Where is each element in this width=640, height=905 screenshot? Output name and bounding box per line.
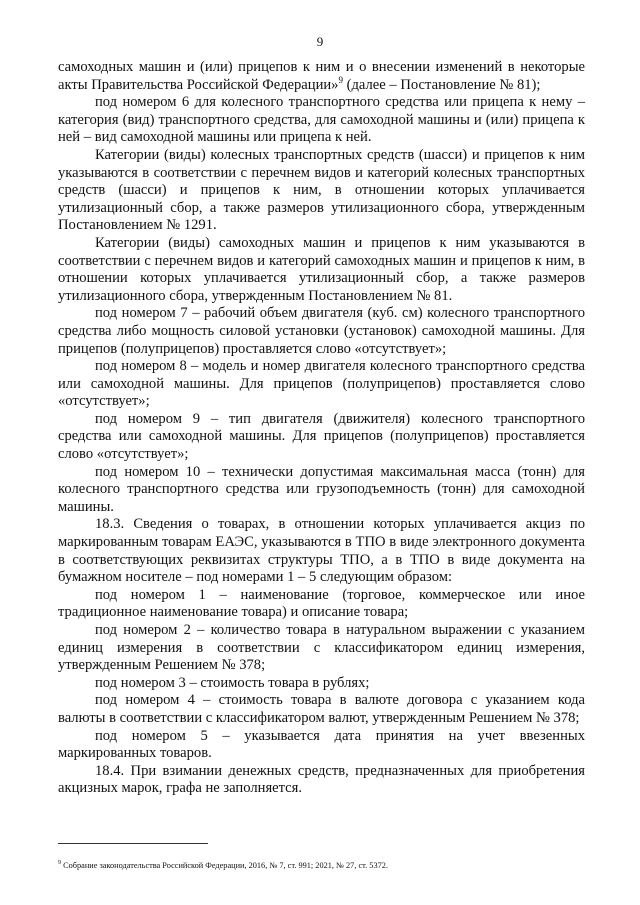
paragraph-item-6: под номером 6 для колесного транспортного средства или прицепа к нему – категория (вид) транспортного средства, для самоходной машины и (или) прицепа к ней – вид самоходной машины или прицепа к ней. <box>58 94 585 146</box>
paragraph-text-tail: (далее – Постановление № 81); <box>342 76 541 93</box>
page-number: 9 <box>316 34 324 49</box>
paragraph-18-3-item-3: под номером 3 – стоимость товара в рублях; <box>95 674 370 691</box>
footnote-text: Собрание законодательства Российской Федерации, 2016, № 7, ст. 991; 2021, № 27, ст. 5372. <box>63 860 388 870</box>
paragraph-item-9: под номером 9 – тип двигателя (движителя) колесного транспортного средства или самоходной машины. Для прицепов (полуприцепов) проставляется слово «отсутствует»; <box>58 410 585 463</box>
paragraph-text: самоходных машин и (или) прицепов к ним и о внесении изменений в некоторые акты Правительства Российской Федерации» <box>58 59 585 93</box>
paragraph-section-18-4: 18.4. При взимании денежных средств, предназначенных для приобретения акцизных марок, графа не заполняется. <box>58 762 585 797</box>
document-body <box>58 59 585 798</box>
footnote <box>58 858 598 871</box>
footnote-reference[interactable]: 9 <box>338 74 343 85</box>
footnote-divider <box>58 843 208 844</box>
paragraph-18-3-item-4: под номером 4 – стоимость товара в валюте договора с указанием кода валюты в соответствии с классификатором валют, утвержденным Решением № 378; <box>58 692 585 726</box>
paragraph-18-3-item-1: под номером 1 – наименование (торговое, коммерческое или иное традиционное наименование товара) и описание товара; <box>58 586 585 621</box>
paragraph-vehicle-categories: Категории (виды) колесных транспортных средств (шасси) и прицепов к ним указываются в соответствии с перечнем видов и категорий колесных транспортных средств (шасси) и прицепов к ним, в отношении которых уплачивается утилизационный сбор, а также размеров утилизационного сбора, утвержденным Постановлением № 1291. <box>58 146 585 234</box>
paragraph-item-8: под номером 8 – модель и номер двигателя колесного транспортного средства или самоходной машины. Для прицепов (полуприцепов) проставляется слово «отсутствует»; <box>58 358 585 410</box>
paragraph-18-3-item-5: под номером 5 – указывается дата принятия на учет ввезенных маркированных товаров. <box>58 727 585 762</box>
paragraph-item-10: под номером 10 – технически допустимая максимальная масса (тонн) для колесного транспортного средства или грузоподъемность (тонн) для самоходной машины. <box>58 463 585 515</box>
paragraph-continuation <box>58 59 585 94</box>
paragraph-item-7: под номером 7 – рабочий объем двигателя (куб. см) колесного транспортного средства либо мощность силовой установки (установок) самоходной машины. Для прицепов (полуприцепов) проставляется слово «отсутствует»; <box>58 305 585 357</box>
paragraph-18-3-item-2: под номером 2 – количество товара в натуральном выражении с указанием единиц измерения в соответствии с классификатором единиц измерения, утвержденным Решением № 378; <box>58 622 585 674</box>
paragraph-section-18-3: 18.3. Сведения о товарах, в отношении которых уплачивается акциз по маркированным товарам ЕАЭС, указываются в ТПО в виде электронного документа в соответствующих реквизитах структуры ТПО, а в ТПО в виде документа на бумажном носителе – под номерами 1 – 5 следующим образом: <box>58 516 585 586</box>
footnote-mark: 9 <box>58 860 61 866</box>
paragraph-machine-categories: Категории (виды) самоходных машин и прицепов к ним указываются в соответствии с перечнем видов и категорий самоходных машин и прицепов к ним, в отношении которых уплачивается утилизационный сбор, а также размеров утилизационного сбора, утвержденным Постановлением № 81. <box>58 234 585 304</box>
